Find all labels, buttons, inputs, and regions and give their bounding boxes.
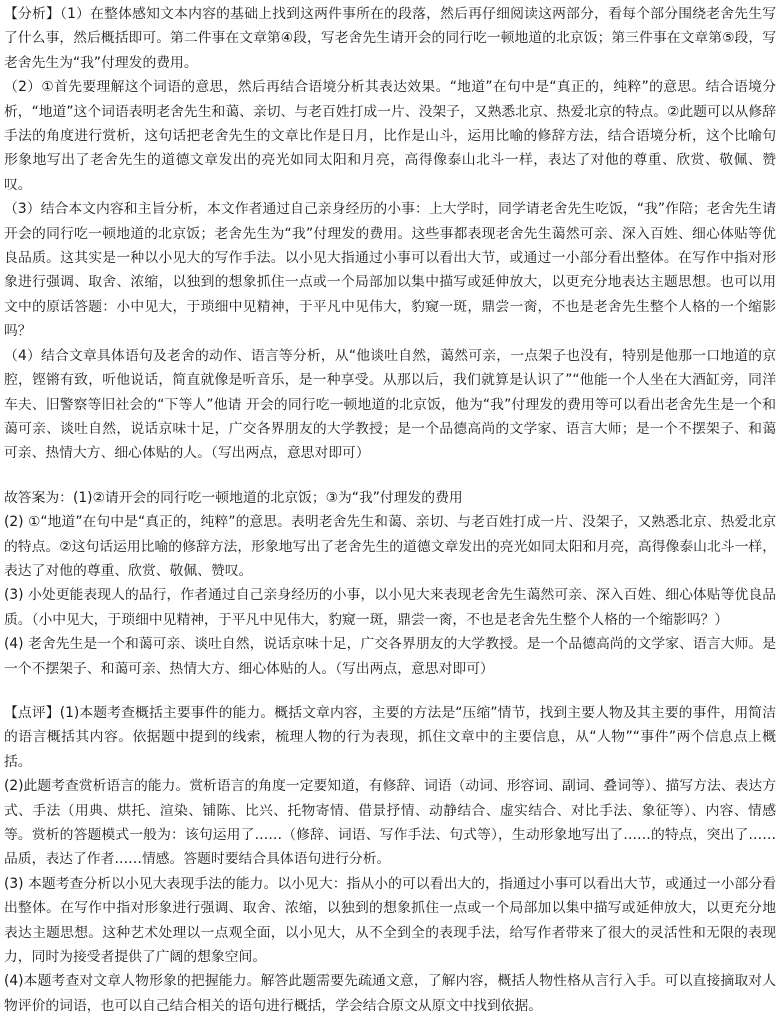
review-paragraph-4: (4)本题考查对文章人物形象的把握能力。解答此题需要先疏通文意，了解内容，概括人物性格从言行入手。可以直接摘取对人物评价的词语，也可以自己结合相关的语句进行概括，学会结合原文从原文中找到依据。: [4, 973, 776, 1014]
answer-paragraph-3: (3) 小处更能表现人的品行，作者通过自己亲身经历的小事，以小见大来表现老舍先生蔼然可亲、深入百姓、细心体贴等优良品质。（小中见大，于琐细中见精神，于平凡中见伟大，豹窥一斑，鼎尝一脔，不也是老舍先生整个人格的一个缩影吗？）: [4, 587, 776, 628]
review-paragraph-1: [4, 701, 776, 774]
analysis-paragraph-3: （3）结合本文内容和主旨分析，本文作者通过自己亲身经历的小事：上大学时，同学请老舍先生吃饭，“我”作陪；老舍先生请开会的同行吃一顿地道的北京饭；老舍先生为“我”付理发的费用。这些事都表现老舍先生蔼然可亲、深入百姓、细心体贴等优良品质。这其实是一种以小见大的写作手法。以小见大指通过小事可以看出大节，或通过一小部分看出整体。在写作中指对形象进行强调、取舍、浓缩，以独到的想象抓住一点或一个局部加以集中描写或延伸放大，以更充分地表达主题思想。也可以用文中的原话答题：小中见大，于琐细中见精神，于平凡中见伟大，豹窥一斑，鼎尝一脔，不也是老舍先生整个人格的一个缩影吗？: [4, 201, 776, 340]
review-section: [4, 701, 776, 1018]
analysis-text-1: （1）在整体感知文本内容的基础上找到这两件事所在的段落，然后再仔细阅读这两部分，看每个部分围绕老舍先生写了什么事，然后概括即可。第二件事在文章第④段，写老舍先生请开会的同行吃一顿地道的北京饭；第三件事在文章第⑤段，写老舍先生为“我”付理发的费用。: [4, 6, 777, 71]
analysis-paragraph-1: [4, 2, 776, 75]
answer-paragraph-4: (4) 老舍先生是一个和蔼可亲、谈吐自然，说话京味十足，广交各界朋友的大学教授。是一个品德高尚的文学家、语言大师。是一个不摆架子、和蔼可亲、热情大方、细心体贴的人。（写出两点，意思对即可）: [4, 636, 776, 677]
review-paragraph-3: (3) 本题考查分析以小见大表现手法的能力。以小见大：指从小的可以看出大的，指通过小事可以看出大节，或通过一小部分看出整体。在写作中指对形象进行强调、取舍、浓缩，以独到的想象抓住一点或一个局部加以集中描写或延伸放大，以更充分地表达主题思想。这种艺术处理以一点观全面，以小见大，从不全到全的表现手法，给写作者带来了很大的灵活性和无限的表现力，同时为接受者提供了广阔的想象空间。: [4, 875, 776, 966]
analysis-paragraph-4: （4）结合文章具体语句及老舍的动作、语言等分析，从“他谈吐自然，蔼然可亲，一点架子也没有，特别是他那一口地道的京腔，铿锵有致，听他说话，简直就像是听音乐，是一种享受。从那以后，我们就算是认识了”“他能一个人坐在大酒缸旁，同洋车夫、旧警察等旧社会的“下等人”他请 开会的同行吃一顿地道的北京饭，他为“我”付理发的费用等可以看出老舍先生是一个和蔼可亲、谈吐自然，说话京味十足，广交各界朋友的大学教授；是一个品德高尚的文学家、语言大师；是一个不摆架子、和蔼可亲、热情大方、细心体贴的人。（写出两点，意思对即可）: [4, 347, 776, 462]
answer-paragraph-2: (2) ①“地道”在句中是“真正的，纯粹”的意思。表明老舍先生和蔼、亲切、与老百姓打成一片、没架子，又熟悉北京、热爱北京的特点。②这句话运用比喻的修辞方法，形象地写出了老舍先生的道德文章发出的亮光如同太阳和月亮，高得像泰山北斗一样，表达了对他的尊重、欣赏、敬佩、赞叹。: [4, 514, 776, 579]
analysis-heading: 【分析】: [4, 6, 61, 22]
analysis-section: [4, 2, 776, 466]
review-paragraph-2: (2)此题考查赏析语言的能力。赏析语言的角度一定要知道，有修辞、词语（动词、形容词、副词、叠词等）、描写方法、表达方式、手法（用典、烘托、渲染、铺陈、比兴、托物寄情、借景抒情、动静结合、虚实结合、对比手法、象征等）、内容、情感等。赏析的答题模式一般为：该句运用了……（修辞、词语、写作手法、句式等），生动形象地写出了……的特点，突出了……品质，表达了作者……情感。答题时要结合具体语句进行分析。: [4, 778, 776, 868]
review-heading: 【点评】: [4, 704, 60, 721]
analysis-paragraph-2: （2）①首先要理解这个词语的意思，然后再结合语境分析其表达效果。“地道”在句中是“真正的，纯粹”的意思。结合语境分析，“地道”这个词语表明老舍先生和蔼、亲切、与老百姓打成一片、没架子，又熟悉北京、热爱北京的特点。②此题可以从修辞手法的角度进行赏析，这句话把老舍先生的文章比作是日月，比作是山斗，运用比喻的修辞方法，结合语境分析，这个比喻句形象地写出了老舍先生的道德文章发出的亮光如同太阳和月亮，高得像泰山北斗一样，表达了对他的尊重、欣赏、敬佩、赞叹。: [4, 79, 776, 193]
review-text-1: (1)本题考查概括主要事件的能力。概括文章内容，主要的方法是“压缩”情节，找到主要人物及其主要的事件，用简洁的语言概括其内容。依据题中提到的线索，梳理人物的行为表现，抓住文章中的主要信息，从“人物”“事件”两个信息点上概括。: [4, 704, 777, 770]
answer-section: [4, 486, 776, 681]
answer-paragraph-1: 故答案为：(1)②请开会的同行吃一顿地道的北京饭；③为“我”付理发的费用: [4, 489, 463, 506]
